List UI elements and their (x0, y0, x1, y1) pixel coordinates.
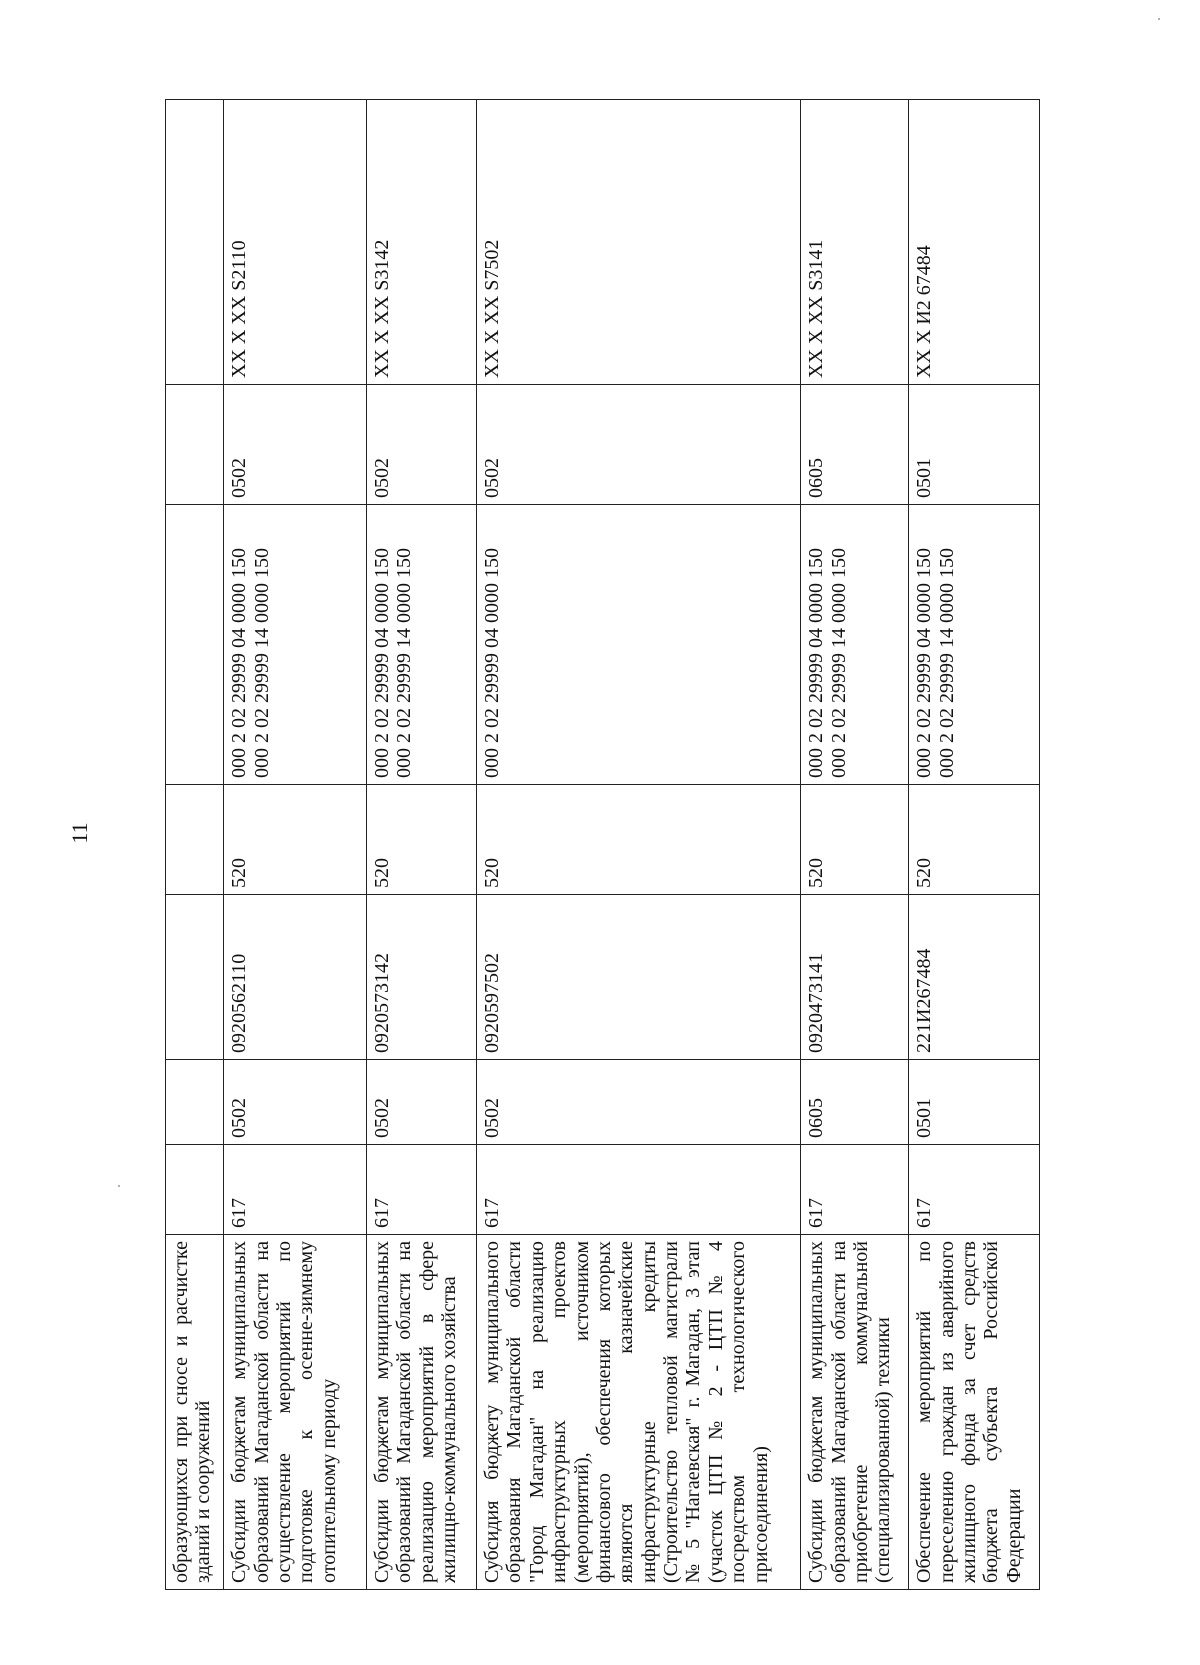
cell-section: 0605 (801, 1060, 909, 1145)
cell-article-code (166, 100, 224, 385)
scan-speck (118, 1185, 120, 1187)
cell-description: Субсидии бюджетам муниципальных образований Магаданской области на осуществление мероприятий по подготовке к осенне-зимнему отопительному периоду (224, 1235, 367, 1590)
scan-speck (1158, 18, 1160, 20)
rotated-table-wrapper (165, 100, 1040, 1590)
cell-expense-type (166, 785, 224, 895)
cell-grbs: 617 (366, 1145, 476, 1235)
cell-description: Субсидия бюджету муниципального образования Магаданской области "Город Магадан" на реализацию инфраструктурных проектов (мероприятий), источником финансового обеспечения которых являются казначейские инфраструктурные кредиты (Строительство тепловой магистрали № 5 "Нагаевская" г. Магадан, 3 этап (участок ЦТП № 2 - ЦТП № 4 посредством технологического присоединения) (476, 1235, 800, 1590)
cell-grbs: 617 (801, 1145, 909, 1235)
table-row (909, 100, 1040, 1590)
cell-revenue-section: 0502 (366, 385, 476, 505)
cell-expense-type: 520 (224, 785, 367, 895)
cell-expense-type: 520 (909, 785, 1040, 895)
cell-section: 0502 (224, 1060, 367, 1145)
table-row (801, 100, 909, 1590)
cell-revenue-code (166, 505, 224, 785)
cell-revenue-code: 000 2 02 29999 04 0000 150 000 2 02 29999 14 0000 150 (366, 505, 476, 785)
cell-section: 0502 (476, 1060, 800, 1145)
cell-article-code: XX X XX S7502 (476, 100, 800, 385)
cell-grbs: 617 (476, 1145, 800, 1235)
cell-revenue-section: 0605 (801, 385, 909, 505)
cell-revenue-code: 000 2 02 29999 04 0000 150 000 2 02 29999 14 0000 150 (909, 505, 1040, 785)
cell-grbs (166, 1145, 224, 1235)
cell-grbs: 617 (224, 1145, 367, 1235)
cell-target-article: 221И267484 (909, 895, 1040, 1060)
cell-revenue-section: 0501 (909, 385, 1040, 505)
cell-revenue-code: 000 2 02 29999 04 0000 150 000 2 02 29999 14 0000 150 (801, 505, 909, 785)
cell-article-code: XX X XX S2110 (224, 100, 367, 385)
table-row (224, 100, 367, 1590)
cell-target-article: 0920562110 (224, 895, 367, 1060)
cell-section: 0502 (366, 1060, 476, 1145)
cell-target-article: 0920597502 (476, 895, 800, 1060)
cell-expense-type: 520 (801, 785, 909, 895)
cell-description: Субсидии бюджетам муниципальных образований Магаданской области на приобретение коммунальной (специализированной) техники (801, 1235, 909, 1590)
cell-section: 0501 (909, 1060, 1040, 1145)
cell-revenue-section: 0502 (224, 385, 367, 505)
table-row (476, 100, 800, 1590)
cell-description: образующихся при сносе и расчистке зданий и сооружений (166, 1235, 224, 1590)
cell-target-article (166, 895, 224, 1060)
cell-revenue-code: 000 2 02 29999 04 0000 150 000 2 02 29999 14 0000 150 (224, 505, 367, 785)
cell-article-code: XX X XX S3142 (366, 100, 476, 385)
cell-grbs: 617 (909, 1145, 1040, 1235)
cell-revenue-section: 0502 (476, 385, 800, 505)
cell-article-code: XX X XX S3141 (801, 100, 909, 385)
cell-article-code: XX X И2 67484 (909, 100, 1040, 385)
cell-expense-type: 520 (366, 785, 476, 895)
budget-table (165, 99, 1040, 1590)
cell-description: Субсидии бюджетам муниципальных образований Магаданской области на реализацию мероприятий в сфере жилищно-коммунального хозяйства (366, 1235, 476, 1590)
table-row (166, 100, 224, 1590)
table-row (366, 100, 476, 1590)
cell-expense-type: 520 (476, 785, 800, 895)
cell-revenue-section (166, 385, 224, 505)
cell-revenue-code: 000 2 02 29999 04 0000 150 (476, 505, 800, 785)
cell-target-article: 0920573142 (366, 895, 476, 1060)
page-number: 11 (67, 822, 92, 844)
cell-description: Обеспечение мероприятий по переселению граждан из аварийного жилищного фонда за счет средств бюджета субъекта Российской Федерации (909, 1235, 1040, 1590)
cell-section (166, 1060, 224, 1145)
cell-target-article: 0920473141 (801, 895, 909, 1060)
